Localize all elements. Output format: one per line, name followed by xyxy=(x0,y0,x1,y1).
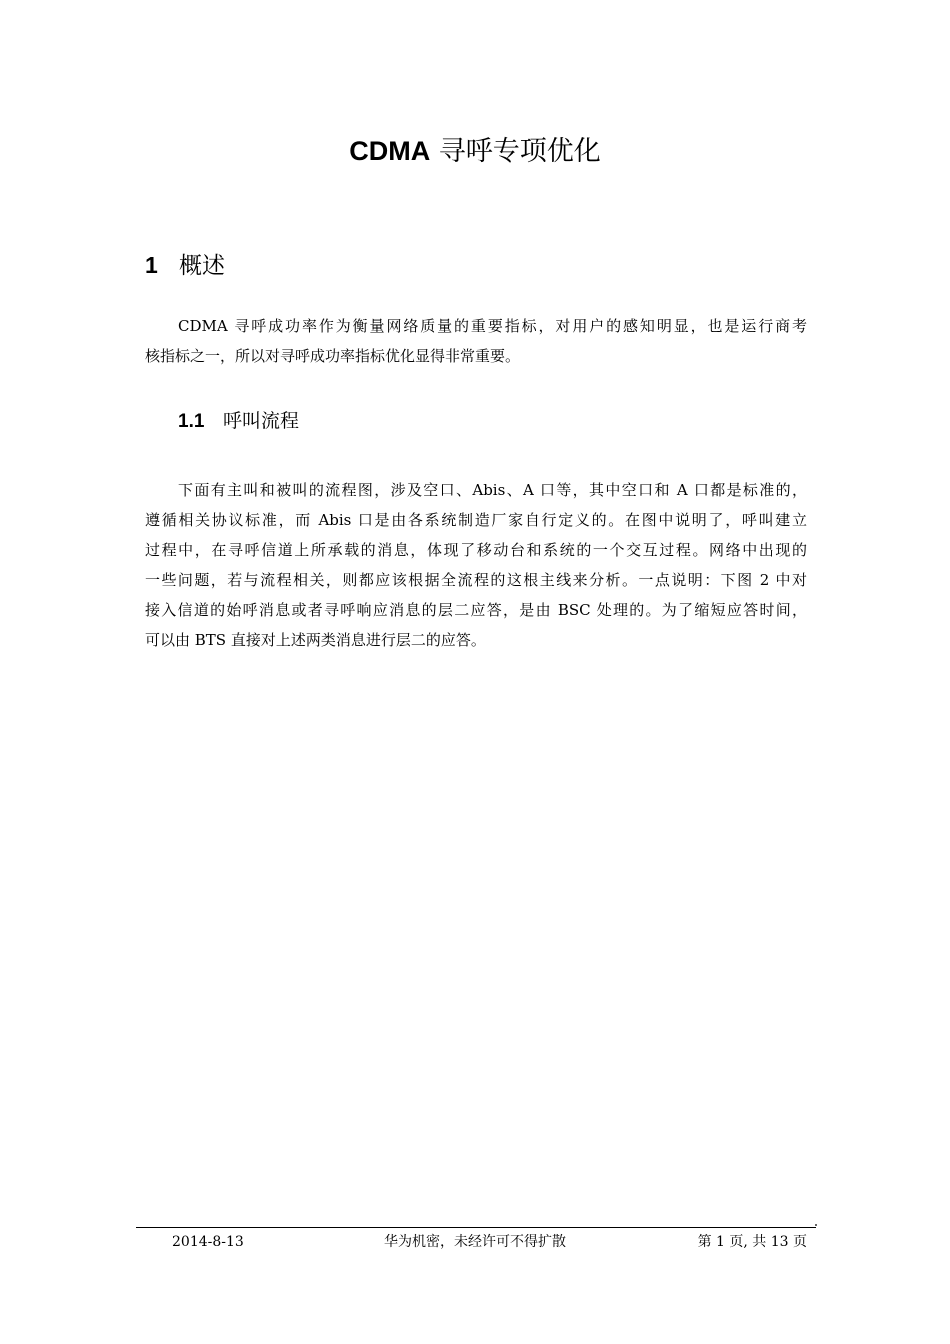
paragraph-line: 过程中，在寻呼信道上所承载的消息，体现了移动台和系统的一个交互过程。网络中出现的 xyxy=(145,541,807,559)
section-1-number: 1 xyxy=(145,252,158,278)
section-1-title: 概述 xyxy=(179,253,225,279)
paragraph-line: 核指标之一，所以对寻呼成功率指标优化显得非常重要。 xyxy=(145,347,521,365)
section-1-paragraph xyxy=(145,311,807,371)
document-title-latin: CDMA xyxy=(349,136,431,166)
paragraph-line: 遵循相关协议标准，而 Abis 口是由各系统制造厂家自行定义的。在图中说明了，呼叫建立 xyxy=(145,511,807,529)
paragraph-line: CDMA 寻呼成功率作为衡量网络质量的重要指标，对用户的感知明显，也是运行商考 xyxy=(178,317,807,335)
paragraph-line: 下面有主叫和被叫的流程图，涉及空口、Abis、A 口等，其中空口和 A 口都是标准的， xyxy=(178,481,807,499)
paragraph-line: 可以由 BTS 直接对上述两类消息进行层二的应答。 xyxy=(145,631,486,649)
document-title xyxy=(0,132,950,171)
section-1-1-heading xyxy=(178,407,299,436)
paragraph-line: 接入信道的始呼消息或者寻呼响应消息的层二应答，是由 BSC 处理的。为了缩短应答时间， xyxy=(145,601,807,619)
section-1-1-paragraph xyxy=(145,475,807,655)
section-1-1-title: 呼叫流程 xyxy=(223,410,300,432)
document-title-cjk: 寻呼专项优化 xyxy=(430,136,601,167)
section-1-1-number: 1.1 xyxy=(178,411,205,432)
footer-divider-mark xyxy=(815,1224,817,1226)
paragraph-line: 一些问题，若与流程相关，则都应该根据全流程的这根主线来分析。一点说明：下图 2 中对 xyxy=(145,571,807,589)
footer-confidential-notice: 华为机密，未经许可不得扩散 xyxy=(384,1234,566,1250)
footer-date: 2014-8-13 xyxy=(172,1234,244,1250)
footer-page-number: 第 1 页, 共 13 页 xyxy=(697,1234,807,1250)
footer-divider xyxy=(136,1227,816,1228)
section-1-heading xyxy=(145,249,225,282)
